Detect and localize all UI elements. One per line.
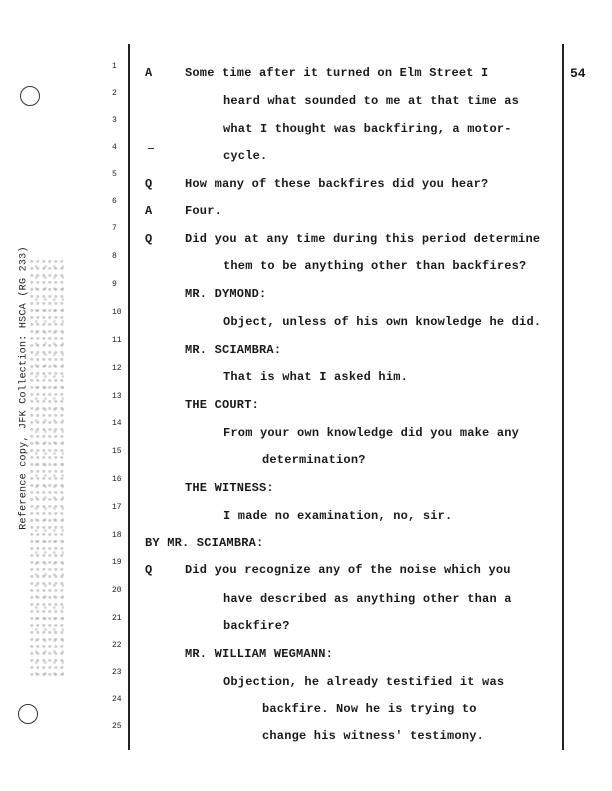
transcript-line: Object, unless of his own knowledge he did.	[223, 315, 542, 329]
transcript-line: have described as anything other than a	[223, 592, 512, 606]
line-number: 15	[112, 447, 122, 456]
line-number: 2	[112, 89, 117, 98]
line-number: 23	[112, 668, 122, 677]
transcript-line: From your own knowledge did you make any	[223, 426, 520, 440]
transcript-line: what I thought was backfiring, a motor-	[223, 122, 512, 136]
transcript-speaker-heading: MR. SCIAMBRA:	[185, 343, 282, 357]
transcript-line: Objection, he already testified it was	[223, 675, 505, 689]
line-number: 19	[112, 558, 122, 567]
line-number: 21	[112, 614, 122, 623]
line-number: 12	[112, 364, 122, 373]
line-number: 20	[112, 586, 122, 595]
transcript-line: Four.	[185, 204, 223, 218]
line-number: 13	[112, 392, 122, 401]
speaker-label: Q	[145, 177, 153, 191]
line-number: 14	[112, 419, 122, 428]
margin-dash	[148, 148, 154, 149]
transcript-line: How many of these backfires did you hear?	[185, 177, 489, 191]
line-number: 18	[112, 531, 122, 540]
line-number: 10	[112, 308, 122, 317]
transcript-line: determination?	[262, 453, 366, 467]
speaker-label: A	[145, 204, 153, 218]
side-note-text: Reference copy, JFK Collection: HSCA (RG 233)	[18, 246, 30, 530]
line-number: 3	[112, 116, 117, 125]
line-number: 9	[112, 280, 117, 289]
line-number: 6	[112, 197, 117, 206]
transcript-line: That is what I asked him.	[223, 370, 409, 384]
line-number: 22	[112, 641, 122, 650]
transcript-line: Did you at any time during this period determine	[185, 232, 541, 246]
transcript-line: cycle.	[223, 149, 268, 163]
transcript-line: backfire. Now he is trying to	[262, 702, 477, 716]
transcript-speaker-heading: THE WITNESS:	[185, 481, 274, 495]
transcript-line: them to be anything other than backfires?	[223, 259, 527, 273]
transcript-line: backfire?	[223, 619, 290, 633]
speaker-label: Q	[145, 232, 153, 246]
transcript-line: Some time after it turned on Elm Street I	[185, 66, 489, 80]
transcript-line: Did you recognize any of the noise which you	[185, 563, 511, 577]
line-number: 8	[112, 252, 117, 261]
line-number: 25	[112, 722, 122, 731]
transcript-line: I made no examination, no, sir.	[223, 509, 453, 523]
line-number: 24	[112, 695, 122, 704]
line-number: 11	[112, 336, 122, 345]
page-number: 54	[570, 66, 586, 81]
transcript-speaker-heading: MR. WILLIAM WEGMANN:	[185, 647, 334, 661]
line-number: 7	[112, 224, 117, 233]
punch-hole-icon	[18, 704, 38, 724]
line-number: 1	[112, 62, 117, 71]
speaker-label: Q	[145, 563, 153, 577]
transcript-frame	[128, 44, 564, 750]
line-number: 4	[112, 143, 117, 152]
side-note	[6, 238, 42, 538]
transcript-speaker-heading: BY MR. SCIAMBRA:	[145, 536, 264, 550]
transcript-line: change his witness' testimony.	[262, 729, 485, 743]
transcript-speaker-heading: THE COURT:	[185, 398, 260, 412]
line-number: 5	[112, 170, 117, 179]
speaker-label: A	[145, 66, 153, 80]
transcript-speaker-heading: MR. DYMOND:	[185, 287, 267, 301]
line-number: 16	[112, 475, 122, 484]
line-number: 17	[112, 503, 122, 512]
punch-hole-icon	[20, 86, 40, 106]
transcript-line: heard what sounded to me at that time as	[223, 94, 520, 108]
